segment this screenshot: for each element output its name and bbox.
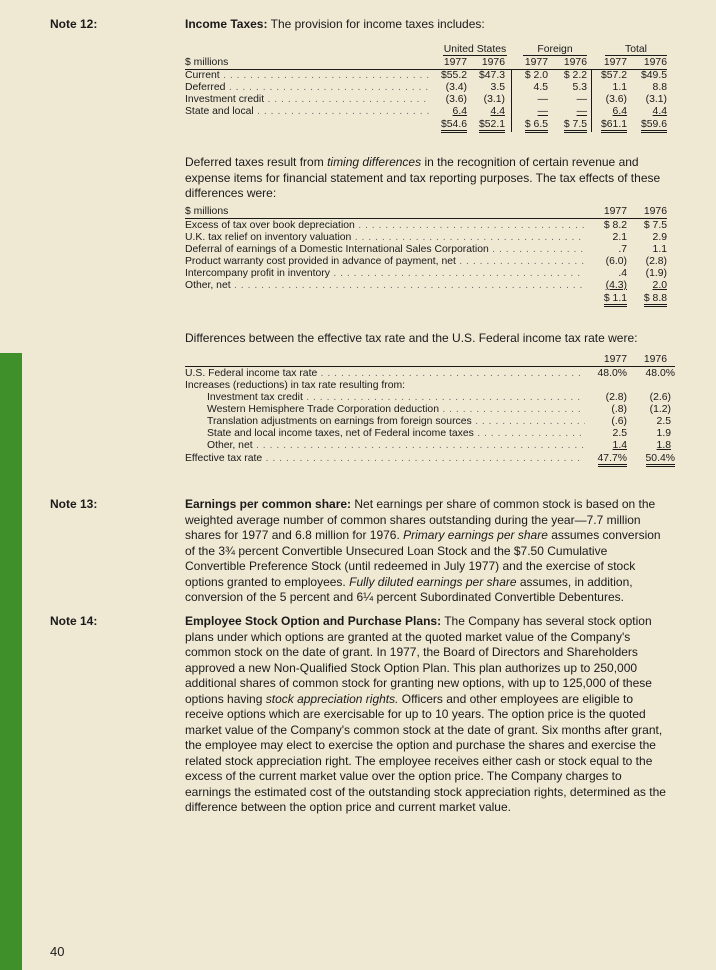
italic-text: stock appreciation rights. [265,691,399,706]
table-row [185,268,667,280]
cell: 2.5 [612,428,627,439]
table-row [185,256,667,268]
cell: (1.2) [649,404,671,415]
green-margin-bar [0,353,22,970]
cell: (3.1) [483,94,505,105]
italic-text: Fully diluted earnings per share [349,574,517,589]
total-cell: $ 8.8 [644,293,667,307]
total-cell: 50.4% [646,453,675,467]
year-header: 1977 [603,57,627,68]
cell: 1.1 [612,82,627,93]
table-row [185,453,675,465]
cell: .7 [618,244,627,255]
total-cell: 47.7% [598,453,627,467]
income-tax-provision-table [185,44,667,134]
cell: (1.9) [645,268,667,279]
cell: (3.6) [445,94,467,105]
table-row [185,380,675,392]
cell: $55.2 [440,70,467,81]
cell: 1.1 [652,244,667,255]
italic-text: Primary earnings per share [403,528,548,542]
note-14-label: Note 14: [50,614,98,628]
cell: 2.5 [656,416,671,427]
cell: $47.3 [478,70,505,81]
year-header: 1977 [603,354,627,365]
table-row [185,70,667,82]
cell: .4 [618,268,627,279]
table-row [185,244,667,256]
cell: (3.4) [445,82,467,93]
cell: (6.0) [605,256,627,267]
cell: (2.8) [645,256,667,267]
cell: 2.0 [652,280,667,291]
table2-total-row [185,293,667,305]
cell: $57.2 [600,70,627,81]
rate-intro-paragraph: Differences between the effective tax rate and the U.S. Federal income tax rate were: [185,331,638,345]
table1-year-row [185,57,667,69]
cell: 4.4 [490,106,505,117]
cell: $ 2.2 [563,70,587,81]
cell: 4.4 [652,106,667,117]
table2-unit: $ millions [185,206,229,217]
cell: (3.6) [605,94,627,105]
table-row [185,404,675,416]
cell: (.6) [611,416,627,427]
cell: (2.6) [649,392,671,403]
cell: — [537,94,548,105]
note-13-paragraph [185,497,667,606]
total-cell: $52.1 [479,119,505,133]
note-14-paragraph [185,614,667,816]
table-row [185,428,675,440]
total-cell: $54.6 [441,119,467,133]
group-header-us: United States [443,44,507,55]
cell: $ 8.2 [603,220,627,231]
row-label: Western Hemisphere Trade Corporation deduction . . . [207,404,585,416]
table-row [185,440,675,452]
table-row [185,220,667,232]
note-12-label: Note 12: [50,17,98,31]
group-header-total: Total [605,44,667,56]
text: assumes conversion of the 3¾ percent Convertible Unsecured Loan Stock and the $7.50 Cumulative Convertible Preference Stock (until redeemed in July 1977) and the exercise of stock options granted to employees. [185,528,661,589]
cell: 1.4 [612,440,627,451]
row-label: U.S. Federal income tax rate . . . [185,368,585,380]
row-label: Product warranty cost provided in advance of payment, net . . . [185,256,585,268]
row-label: Investment credit . . . [185,94,430,106]
year-header: 1976 [563,57,587,68]
row-label: State and local . . . [185,106,430,118]
cell: (.8) [611,404,627,415]
cell: (3.1) [645,94,667,105]
row-label: Intercompany profit in inventory . . . [185,268,585,280]
year-header: 1977 [603,206,627,217]
row-label: Translation adjustments on earnings from foreign sources . . . [207,416,585,428]
table-row [185,416,675,428]
cell: $ 7.5 [643,220,667,231]
table-row [185,368,675,380]
note-12-intro [185,17,667,33]
table-row [185,82,667,94]
text: assumes, in addition, conversion of the 5 percent and 6¼ percent Subordinated Convertible Debentures. [185,574,633,604]
table2-header-row [185,206,667,218]
row-label: U.K. tax relief on inventory valuation . . . [185,232,585,244]
cell: 6.4 [612,106,627,117]
row-label: Other, net . . . [207,440,585,452]
table3-header-row [185,354,675,366]
table2-rule [185,218,667,219]
row-label: Other, net . . . [185,280,585,292]
text: Officers and other employees are eligible to receive options which are exercisable for up to 10 years. The option price is the quoted market value of the Company's common stock at the date of grant. Six months after grant, the employee may elect to exercise the option and purchase the shares and exercise the related stock appreciation right. The employee receives either cash or stock equal to the excess of the current market value over the option price. The Company charges to earnings the estimated cost of the outstanding stock appreciation rights, determined as the difference between the option price and current market value. [185,691,666,814]
cell: (4.3) [605,280,627,291]
table-row [185,280,667,292]
cell: 6.4 [452,106,467,117]
table3-rule [185,366,675,367]
cell: 3.5 [490,82,505,93]
year-header: 1977 [524,57,548,68]
cell: 4.5 [533,82,548,93]
row-label: Current . . . [185,70,430,82]
year-header: 1976 [643,57,667,68]
table-row [185,94,667,106]
note-14-heading: Employee Stock Option and Purchase Plans: [185,614,442,628]
note-12-intro-text: The provision for income taxes includes: [270,17,485,31]
table-row [185,232,667,244]
text: in the recognition of certain revenue and expense items for financial statement and tax reporting purposes. The tax effects of these differences were: [185,155,661,200]
note-13-label: Note 13: [50,497,98,511]
italic-text: timing differences [327,155,422,169]
text: Net earnings per share of common stock is based on the weighted average number of common shares outstanding during the year—7.7 million shares for 1977 and 6.8 million for 1976. [185,497,656,542]
year-header: 1976 [643,354,667,365]
year-header: 1976 [643,206,667,217]
deferred-taxes-paragraph [185,155,667,202]
table-row [185,106,667,118]
row-label: Increases (reductions) in tax rate resulting from: [185,380,406,391]
cell: 2.9 [652,232,667,243]
cell: — [576,94,587,105]
cell: 2.1 [612,232,627,243]
row-label: Excess of tax over book depreciation . . . [185,220,585,232]
cell: 8.8 [652,82,667,93]
cell: — [576,106,587,117]
total-cell: $61.1 [601,119,627,133]
total-cell: $ 7.5 [564,119,587,133]
cell: 5.3 [572,82,587,93]
deferred-tax-effects-table [185,206,667,311]
table-row [185,392,675,404]
year-header: 1977 [443,57,467,68]
row-label: Deferral of earnings of a Domestic International Sales Corporation . . . [185,244,585,256]
total-cell: $59.6 [641,119,667,133]
table1-unit: $ millions [185,57,229,68]
cell: — [537,106,548,117]
cell: $49.5 [640,70,667,81]
text: Deferred taxes result from [185,155,328,169]
table1-total-row [185,119,667,131]
note-12-heading: Income Taxes: [185,17,268,31]
row-label: Effective tax rate . . . [185,453,585,465]
row-label: Deferred . . . [185,82,430,94]
cell: 48.0% [597,368,627,379]
cell: 1.9 [656,428,671,439]
group-header-foreign: Foreign [523,44,587,56]
row-label: Investment tax credit . . . [207,392,585,404]
row-label: State and local income taxes, net of Federal income taxes . . . [207,428,585,440]
text: The Company has several stock option plans under which options are granted at the quoted market value of the Company's common stock on the date of grant. In 1977, the Board of Directors and Shareholders approved a new Non-Qualified Stock Option Plan. This plan authorizes up to 250,000 additional shares of common stock for granting new options, with up to 125,000 of these options having [185,614,652,706]
year-header: 1976 [481,57,505,68]
effective-rate-table [185,354,675,469]
total-cell: $ 1.1 [604,293,627,307]
page-number: 40 [50,944,65,959]
cell: $ 2.0 [524,70,548,81]
note-13-heading: Earnings per common share: [185,497,352,511]
cell: 1.8 [656,440,671,451]
total-cell: $ 6.5 [525,119,548,133]
cell: 48.0% [645,368,675,379]
cell: (2.8) [605,392,627,403]
